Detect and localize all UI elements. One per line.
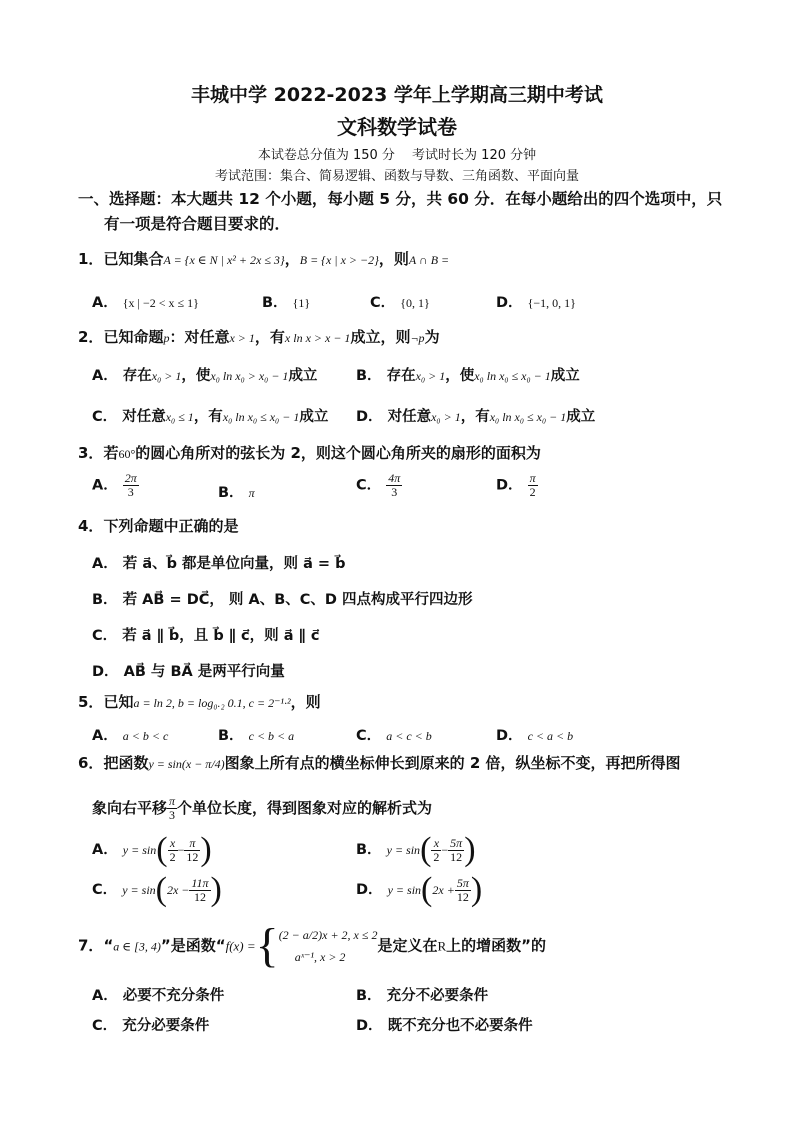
option-a[interactable]: [92, 291, 199, 312]
option-text: y = sin: [122, 843, 157, 857]
option-label: B．: [356, 842, 382, 858]
fraction: [189, 877, 210, 904]
option-label: C．: [92, 628, 118, 644]
fraction-numerator: 5π: [450, 835, 463, 850]
piecewise-case-2: aˣ⁻¹, x > 2: [294, 950, 346, 964]
exam-info-score-time: 本试卷总分值为 150 分 考试时长为 120 分钟: [257, 148, 537, 163]
option-label: D．: [356, 1018, 383, 1034]
option-text: 对任意: [387, 409, 432, 425]
option-b[interactable]: [356, 984, 488, 1005]
fraction: [455, 877, 471, 904]
option-b[interactable]: [356, 364, 580, 385]
option-d[interactable]: [356, 871, 483, 908]
fraction-denominator: 12: [193, 889, 206, 904]
option-text: {x | −2 < x ≤ 1}: [122, 296, 199, 310]
option-a[interactable]: [92, 724, 168, 745]
question-text: 象向右平移: [92, 799, 168, 817]
option-label: D．: [92, 664, 119, 680]
option-c[interactable]: [92, 405, 328, 426]
option-label: C．: [370, 295, 396, 311]
math-set-a: A = {x ∈ N | x² + 2x ≤ 3}: [163, 253, 285, 267]
option-d[interactable]: [92, 660, 285, 681]
question-6-line2: [92, 795, 432, 822]
math-expression: a ∈ [3, 4): [113, 939, 161, 954]
option-label: A．: [92, 477, 118, 494]
question-number: 5．: [78, 693, 104, 711]
fraction: [386, 472, 402, 499]
question-text: “: [103, 936, 114, 955]
fraction-numerator: 4π: [388, 471, 401, 485]
option-label: B．: [356, 988, 382, 1004]
question-7: [78, 919, 546, 972]
math-set-b: B = {x | x > −2}: [299, 253, 379, 267]
option-text: AB⃗ 与 BA⃗ 是两平行向量: [123, 664, 285, 680]
question-5: [78, 691, 321, 712]
option-text: 必要不充分条件: [122, 988, 225, 1004]
option-text: ，使: [181, 368, 211, 384]
question-text: 下列命题中正确的是: [103, 517, 239, 535]
option-a[interactable]: [92, 364, 317, 385]
fraction-denominator: 12: [450, 849, 463, 864]
fraction-numerator: 2π: [124, 471, 137, 485]
piecewise-case-1: (2 − a/2)x + 2, x ≤ 2: [278, 928, 378, 942]
option-a[interactable]: [92, 472, 139, 499]
paren-right: ): [210, 871, 222, 908]
question-number: 6．: [78, 754, 104, 772]
math-expression: x₀ ln x₀ ≤ x₀ − 1: [222, 410, 300, 424]
paren-right: ): [464, 831, 476, 868]
option-d[interactable]: [356, 1014, 533, 1035]
fraction-numerator: π: [184, 837, 200, 851]
math-expression: a = ln 2, b = log₀.₂ 0.1, c = 2⁻¹·²: [133, 696, 291, 710]
question-text: 为: [424, 328, 440, 346]
fraction-denominator: 2: [529, 485, 536, 499]
math-function: f(x) =: [225, 938, 256, 954]
question-number: 4．: [78, 517, 104, 535]
math-function: y = sin(x − π/4): [148, 757, 225, 771]
option-text: 存在: [386, 368, 416, 384]
option-text: 存在: [122, 368, 152, 384]
option-text: ，有: [193, 409, 223, 425]
option-text: 若 a⃗ ∥ b⃗，且 b⃗ ∥ c⃗，则 a⃗ ∥ c⃗: [122, 628, 320, 644]
option-label: C．: [92, 409, 118, 425]
paren-right: ): [200, 831, 212, 868]
question-text: ，则: [378, 250, 409, 268]
fraction-denominator: 3: [127, 485, 134, 499]
option-label: D．: [356, 409, 383, 425]
question-number: 3．: [78, 444, 104, 462]
operator: −: [177, 843, 185, 857]
fraction-denominator: 2: [169, 849, 176, 864]
fraction-numerator: x: [168, 837, 178, 851]
option-text: 成立: [299, 409, 329, 425]
option-d[interactable]: [496, 472, 538, 499]
option-label: B．: [218, 728, 244, 744]
fraction: [123, 472, 139, 499]
operator: −: [441, 843, 449, 857]
fraction-numerator: 5π: [456, 875, 469, 890]
option-text: 对任意: [122, 409, 166, 425]
question-1: [78, 248, 449, 269]
option-label: B．: [218, 485, 244, 501]
option-text: 成立: [550, 368, 580, 384]
option-label: D．: [496, 295, 523, 311]
option-text: a < b < c: [122, 729, 169, 743]
question-text: 上的增函数”的: [446, 936, 546, 955]
math-expression: 2x −: [166, 883, 190, 897]
option-text: {0, 1}: [400, 296, 430, 310]
math-expression: A ∩ B =: [408, 253, 450, 267]
option-label: D．: [356, 882, 383, 898]
paren-left: (: [421, 871, 433, 908]
option-c[interactable]: [92, 1014, 209, 1035]
question-6-line1: [78, 752, 681, 773]
paren-left: (: [420, 831, 432, 868]
option-text: y = sin: [387, 883, 422, 897]
option-label: A．: [92, 728, 118, 744]
option-b[interactable]: [218, 481, 255, 502]
option-label: C．: [356, 728, 382, 744]
section-heading-line2: 有一项是符合题目要求的．: [104, 215, 291, 233]
option-label: B．: [262, 295, 288, 311]
option-c[interactable]: [92, 871, 222, 908]
math-expression: R: [437, 938, 447, 954]
option-label: A．: [92, 988, 118, 1004]
fraction: [448, 837, 464, 864]
option-label: A．: [92, 556, 118, 572]
exam-subtitle: 文科数学试卷: [337, 115, 457, 139]
option-text: ，有: [460, 409, 490, 425]
option-c[interactable]: [356, 472, 402, 499]
question-number: 7．: [78, 936, 104, 955]
math-expression: x₀ ≤ 1: [165, 410, 194, 424]
paren-left: (: [156, 831, 168, 868]
option-label: D．: [496, 728, 523, 744]
fraction-numerator: 11π: [191, 875, 209, 890]
option-b[interactable]: [92, 588, 472, 609]
question-text: 的圆心角所对的弦长为 2，则这个圆心角所夹的扇形的面积为: [135, 444, 541, 462]
question-text: ：对任意: [169, 328, 230, 346]
option-c[interactable]: [356, 724, 432, 745]
exam-title: 丰城中学 2022-2023 学年上学期高三期中考试: [191, 84, 603, 106]
question-2: [78, 326, 440, 347]
option-text: 若 AB⃗ = DC⃗， 则 A、B、C、D 四点构成平行四边形: [122, 592, 473, 608]
piecewise-cases: [279, 924, 378, 968]
question-text: 把函数: [103, 754, 149, 772]
option-text: π: [248, 486, 255, 500]
fraction: [528, 472, 538, 499]
question-number: 1．: [78, 250, 104, 268]
math-expression: p: [163, 331, 170, 345]
question-3: [78, 442, 541, 463]
question-text: 若: [103, 444, 119, 462]
option-label: B．: [92, 592, 118, 608]
fraction-numerator: π: [529, 471, 536, 485]
math-expression: x₀ > 1: [415, 369, 446, 383]
option-text: 若 a⃗、b⃗ 都是单位向量，则 a⃗ = b⃗: [122, 556, 346, 572]
math-expression: x > 1: [229, 331, 255, 345]
option-label: C．: [356, 477, 382, 494]
option-b[interactable]: [218, 724, 294, 745]
question-text: 是定义在: [377, 936, 438, 955]
question-text: 图象上所有点的横坐标伸长到原来的 2 倍，纵坐标不变，再把所得图: [224, 754, 681, 772]
math-expression: 2x +: [432, 883, 455, 897]
math-expression: x₀ ln x₀ > x₀ − 1: [210, 369, 289, 383]
option-text: 成立: [288, 368, 318, 384]
option-b[interactable]: [262, 291, 310, 312]
math-expression: ¬p: [410, 331, 425, 345]
paren-right: ): [470, 871, 483, 908]
option-text: 成立: [566, 409, 596, 425]
fraction-numerator: π: [169, 794, 176, 808]
option-text: ，使: [445, 368, 475, 384]
option-label: A．: [92, 368, 118, 384]
option-a[interactable]: [92, 831, 212, 868]
math-expression: x₀ ln x₀ ≤ x₀ − 1: [489, 410, 567, 424]
fraction: [431, 837, 441, 864]
option-text: a < c < b: [386, 729, 432, 743]
question-text: 已知命题: [103, 328, 164, 346]
option-text: 充分必要条件: [122, 1018, 210, 1034]
fraction-numerator: x: [431, 837, 441, 851]
option-label: A．: [92, 295, 118, 311]
option-text: 既不充分也不必要条件: [387, 1018, 533, 1034]
option-b[interactable]: [356, 831, 476, 868]
option-text: {−1, 0, 1}: [527, 296, 576, 310]
question-text: ，则: [290, 693, 321, 711]
exam-info-scope: 考试范围：集合、简易逻辑、函数与导数、三角函数、平面向量: [214, 169, 579, 184]
fraction-denominator: 3: [391, 485, 398, 499]
math-expression: x₀ ln x₀ ≤ x₀ − 1: [474, 369, 551, 383]
question-number: 2．: [78, 328, 104, 346]
fraction-denominator: 12: [456, 889, 469, 904]
option-text: {1}: [292, 296, 311, 310]
option-text: y = sin: [122, 883, 156, 897]
fraction: [184, 837, 200, 864]
question-4: [78, 515, 238, 536]
math-expression: x₀ > 1: [151, 369, 182, 383]
option-label: D．: [496, 477, 523, 494]
option-label: C．: [92, 1018, 118, 1034]
option-d[interactable]: [356, 405, 595, 426]
fraction: [168, 837, 178, 864]
option-c[interactable]: [92, 624, 319, 645]
question-text: ，有: [254, 328, 285, 346]
math-expression: x₀ > 1: [431, 410, 461, 424]
option-label: B．: [356, 368, 382, 384]
piecewise-brace: {: [255, 919, 279, 972]
fraction-denominator: 3: [169, 808, 176, 822]
math-expression: x ln x > x − 1: [284, 331, 351, 345]
fraction-denominator: 2: [433, 849, 440, 864]
section-heading-line1: 一、选择题：本大题共 12 个小题，每小题 5 分，共 60 分．在每小题给出的四个选项中，只: [78, 190, 723, 208]
question-text: 已知: [103, 693, 134, 711]
option-c[interactable]: [370, 291, 430, 312]
question-text: 个单位长度，得到图象对应的解析式为: [177, 799, 433, 817]
option-d[interactable]: [496, 724, 573, 745]
option-d[interactable]: [496, 291, 576, 312]
question-text: 成立，则: [350, 328, 411, 346]
option-text: y = sin: [386, 843, 421, 857]
math-expression: 60°: [118, 447, 136, 461]
paren-left: (: [155, 871, 167, 908]
fraction-denominator: 12: [186, 849, 199, 864]
option-text: c < a < b: [527, 729, 574, 743]
question-text: ”是函数“: [160, 936, 226, 955]
option-a[interactable]: [92, 984, 224, 1005]
option-label: C．: [92, 882, 118, 898]
option-a[interactable]: [92, 552, 346, 573]
question-text: ，: [284, 250, 300, 268]
option-text: 充分不必要条件: [386, 988, 489, 1004]
option-label: A．: [92, 842, 118, 858]
question-text: 已知集合: [103, 250, 164, 268]
fraction: [167, 795, 177, 822]
option-text: c < b < a: [248, 729, 295, 743]
